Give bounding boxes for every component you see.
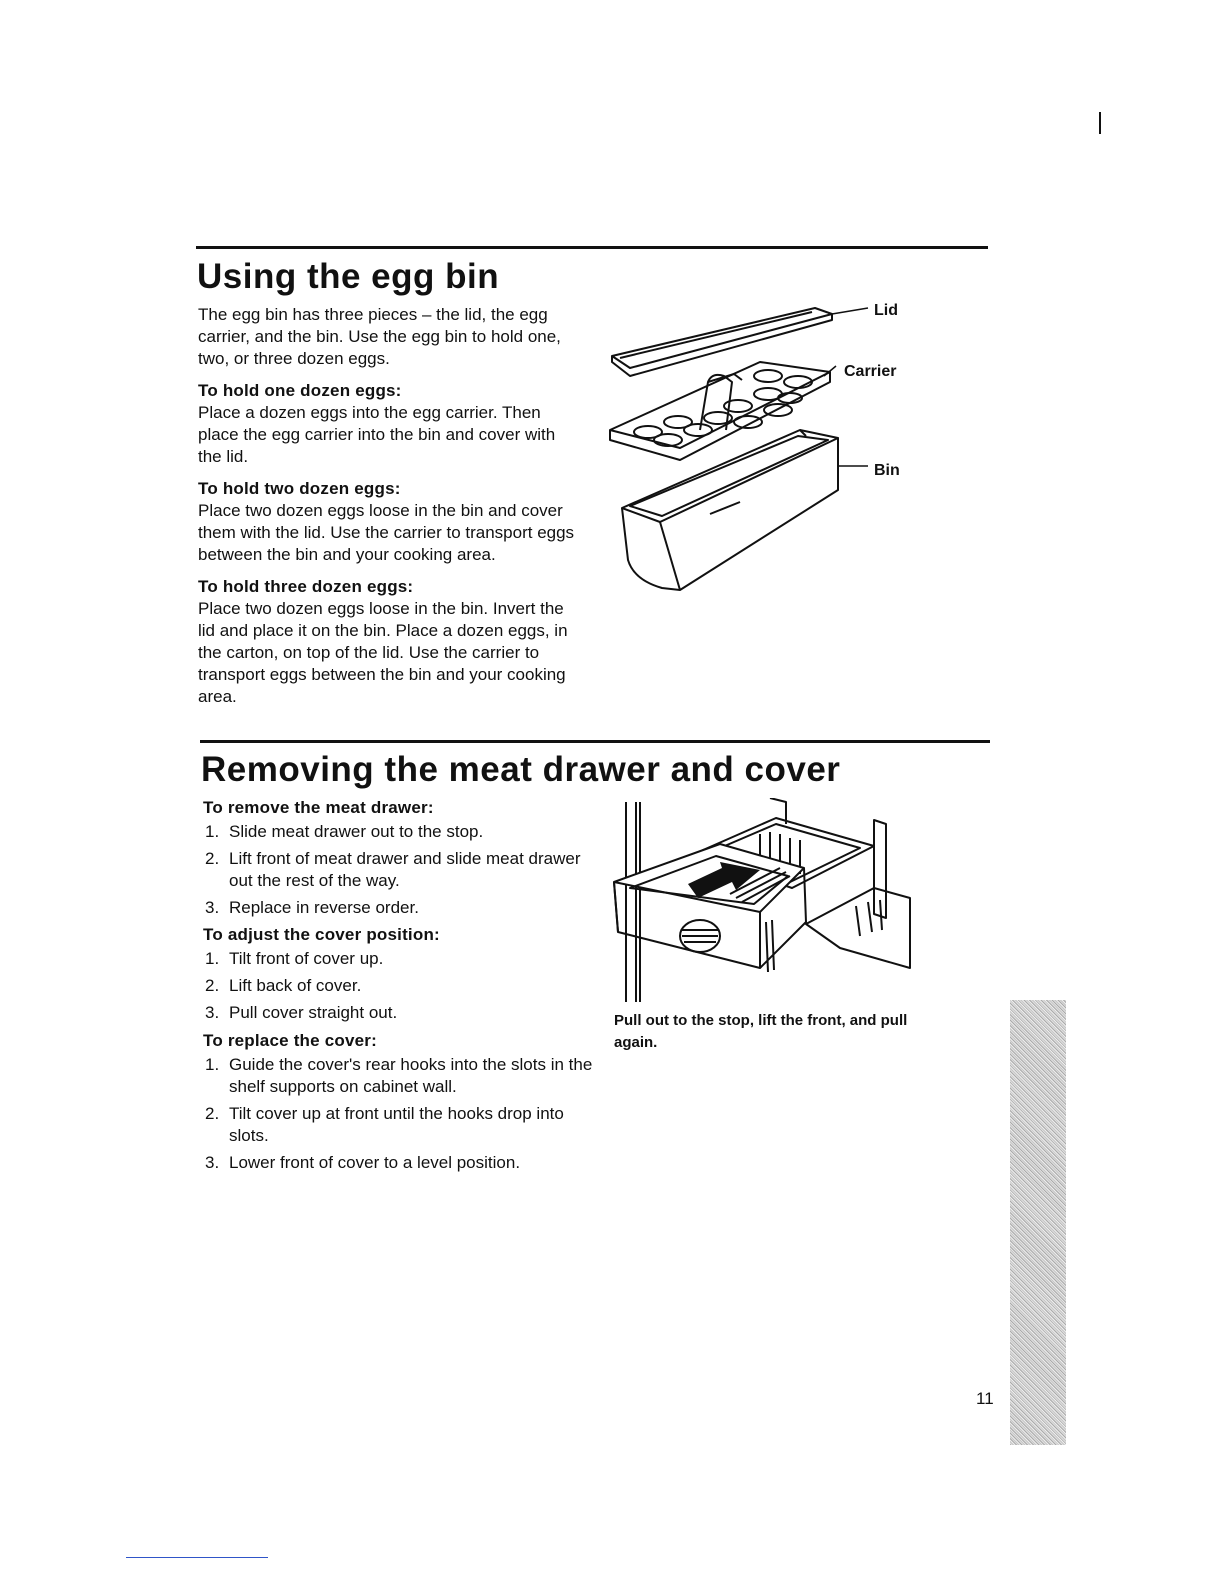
list-item bbox=[203, 948, 593, 970]
step-text: Tilt cover up at front until the hooks drop into slots. bbox=[229, 1104, 564, 1145]
list-item bbox=[203, 1002, 593, 1024]
replace-cover-heading: To replace the cover: bbox=[203, 1031, 377, 1050]
adjust-cover-heading: To adjust the cover position: bbox=[203, 925, 440, 944]
step-number: 3. bbox=[205, 1153, 220, 1172]
step-number: 1. bbox=[205, 949, 220, 968]
section-title-egg-bin: Using the egg bin bbox=[197, 257, 500, 296]
margin-mark bbox=[1099, 112, 1101, 134]
step-text: Pull cover straight out. bbox=[229, 1003, 398, 1022]
list-item bbox=[203, 821, 593, 843]
step-number: 2. bbox=[205, 1104, 220, 1123]
one-dozen-text: Place a dozen eggs into the egg carrier. Then place the egg carrier into the bin and cover with the lid. bbox=[198, 403, 556, 466]
step-number: 2. bbox=[205, 976, 220, 995]
remove-drawer-steps bbox=[203, 821, 593, 919]
step-text: Tilt front of cover up. bbox=[229, 949, 384, 968]
meat-drawer-caption: Pull out to the stop, lift the front, and pull again. bbox=[614, 1012, 908, 1051]
step-text: Lower front of cover to a level position. bbox=[229, 1153, 521, 1172]
thumb-tab bbox=[1010, 1000, 1066, 1445]
step-number: 3. bbox=[205, 1003, 220, 1022]
egg-bin-intro: The egg bin has three pieces – the lid, the egg carrier, and the bin. Use the egg bin to hold one, two, or three dozen eggs. bbox=[198, 305, 561, 368]
replace-cover-steps bbox=[203, 1054, 593, 1174]
step-number: 1. bbox=[205, 822, 220, 841]
section-rule-middle bbox=[200, 740, 990, 743]
list-item bbox=[203, 975, 593, 997]
bin-label: Bin bbox=[874, 462, 900, 479]
step-text: Replace in reverse order. bbox=[229, 898, 419, 917]
egg-bin-text bbox=[198, 304, 576, 708]
page-number: 11 bbox=[976, 1389, 994, 1408]
remove-drawer-heading: To remove the meat drawer: bbox=[203, 798, 434, 817]
step-text: Lift back of cover. bbox=[229, 976, 362, 995]
step-number: 3. bbox=[205, 898, 220, 917]
list-item bbox=[203, 1054, 593, 1098]
step-number: 1. bbox=[205, 1055, 220, 1074]
step-text: Slide meat drawer out to the stop. bbox=[229, 822, 484, 841]
list-item bbox=[203, 1152, 593, 1174]
footer-line bbox=[126, 1557, 268, 1558]
two-dozen-heading: To hold two dozen eggs: bbox=[198, 479, 401, 498]
carrier-label: Carrier bbox=[844, 363, 897, 380]
step-text: Guide the cover's rear hooks into the slots in the shelf supports on cabinet wall. bbox=[229, 1055, 593, 1096]
step-number: 2. bbox=[205, 849, 220, 868]
meat-drawer-illustration bbox=[610, 798, 912, 1004]
lid-label: Lid bbox=[874, 302, 898, 319]
list-item bbox=[203, 1103, 593, 1147]
section-rule-top bbox=[196, 246, 988, 249]
meat-drawer-text bbox=[203, 797, 593, 1179]
section-title-meat-drawer: Removing the meat drawer and cover bbox=[201, 750, 841, 789]
adjust-cover-steps bbox=[203, 948, 593, 1024]
one-dozen-heading: To hold one dozen eggs: bbox=[198, 381, 402, 400]
three-dozen-heading: To hold three dozen eggs: bbox=[198, 577, 414, 596]
egg-bin-illustration bbox=[600, 290, 920, 610]
list-item bbox=[203, 897, 593, 919]
two-dozen-text: Place two dozen eggs loose in the bin and cover them with the lid. Use the carrier to transport eggs between the bin and your cooking area. bbox=[198, 501, 575, 564]
three-dozen-text: Place two dozen eggs loose in the bin. Invert the lid and place it on the bin. Place a dozen eggs, in the carton, on top of the lid. Use the carrier to transport eggs between the bin and your cooking area. bbox=[198, 599, 568, 706]
list-item bbox=[203, 848, 593, 892]
step-text: Lift front of meat drawer and slide meat drawer out the rest of the way. bbox=[229, 849, 581, 890]
